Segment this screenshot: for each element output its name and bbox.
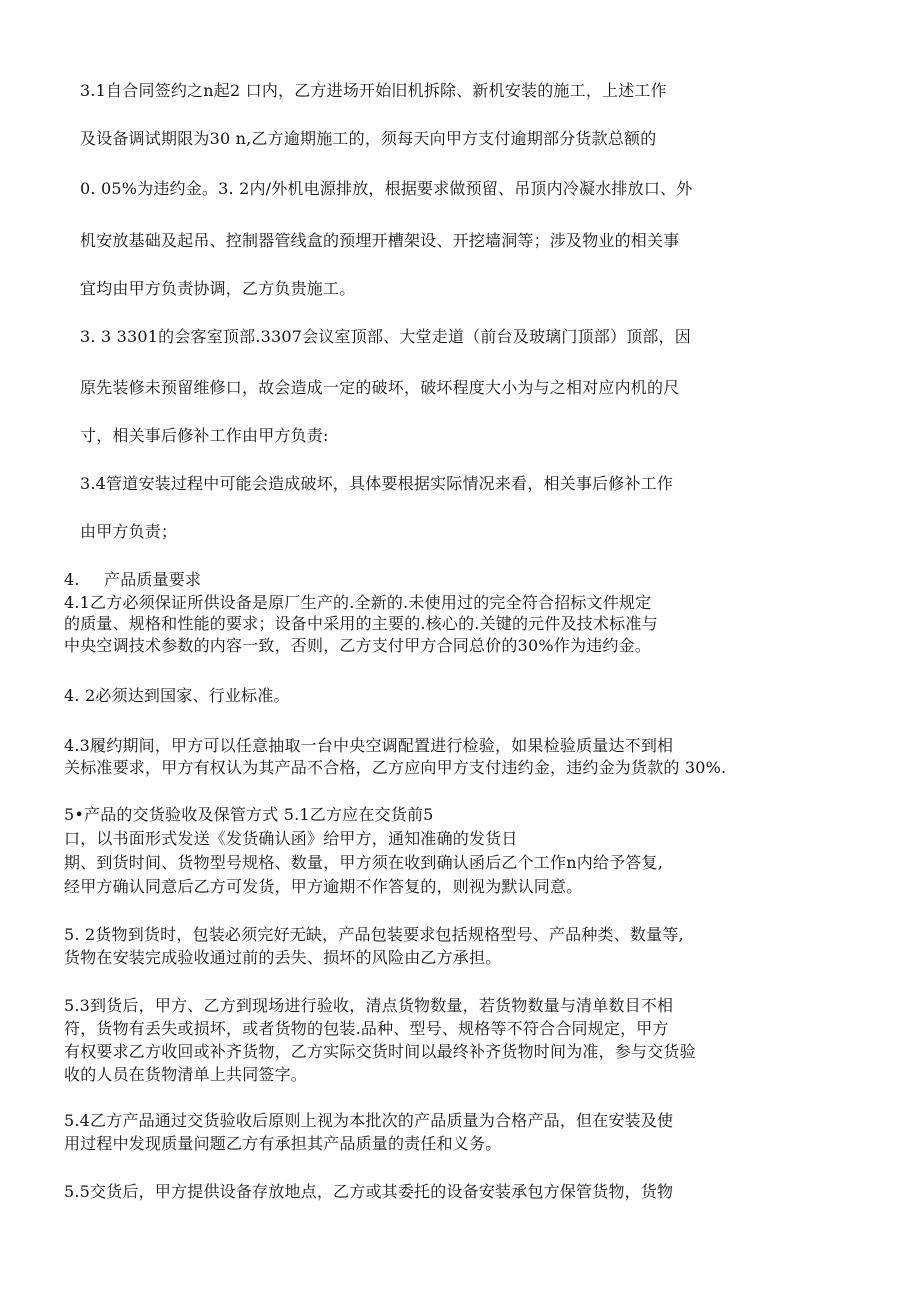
section3-line-2: 及设备调试期限为30 n,乙方逾期施工的，须每天向甲方支付逾期部分货款总额的 xyxy=(80,129,657,148)
paragraph-5-4-line-2: 用过程中发现质量问题乙方有承担其产品质量的责任和义务。 xyxy=(64,1134,502,1153)
section3-line-8: 寸，相关事后修补工作由甲方负责: xyxy=(80,426,329,445)
paragraph-5-1-line-3: 期、到货时间、货物型号规格、数量，甲方须在收到确认函后乙个工作n内给予答复, xyxy=(64,853,663,872)
section3-line-7: 原先装修未预留维修口，故会造成一定的破坏，破坏程度大小为与之相对应内机的尺 xyxy=(80,378,680,397)
section4-heading-number: 4. xyxy=(64,570,80,589)
paragraph-4-1-line-1: 4.1乙方必须保证所供设备是原厂生产的.全新的.未使用过的完全符合招标文件规定 xyxy=(64,593,652,612)
section3-line-5: 宜均由甲方负责协调，乙方负贵施工。 xyxy=(80,279,356,298)
paragraph-4-2: 4. 2必须达到国家、行业标准。 xyxy=(64,686,290,705)
paragraph-5-4-line-1: 5.4乙方产品通过交货验收后原则上视为本批次的产品质量为合格产品，但在安装及使 xyxy=(64,1111,674,1130)
paragraph-4-3-line-2: 关标准要求，甲方有权认为其产品不合格，乙方应向甲方支付违约金，违约金为货款的 30%. xyxy=(64,758,727,777)
paragraph-5-3-line-2: 符，货物有丢失或损坏，或者货物的包装.品种、型号、规格等不符合合同规定，甲方 xyxy=(64,1019,669,1038)
section3-line-4: 机安放基础及起吊、控制器管线盒的预埋开槽架设、开挖墙洞等；涉及物业的相关事 xyxy=(80,231,680,250)
section3-line-1: 3.1自合同签约之n起2 口内，乙方进场开始旧机拆除、新机安装的施工，上述工作 xyxy=(80,81,667,100)
section3-line-10: 由甲方负责； xyxy=(80,522,178,541)
section4-heading xyxy=(64,570,201,590)
paragraph-5-5: 5.5交货后，甲方提供设备存放地点，乙方或其委托的设备安装承包方保管货物，货物 xyxy=(64,1182,674,1201)
paragraph-5-3-line-4: 收的人员在货物清单上共同签字。 xyxy=(64,1065,308,1084)
paragraph-5-1-line-2: 口，以书面形式发送《发货确认函》给甲方，通知准确的发货日 xyxy=(64,829,518,848)
paragraph-4-1-line-2: 的质量、规格和性能的要求；设备中采用的主要的.核心的.关键的元件及技术标准与 xyxy=(64,614,658,633)
section3-line-3: 0. 05%为违约金。3. 2内/外机电源排放，根据要求做预留、吊顶内冷凝水排放口、外 xyxy=(80,179,693,198)
paragraph-4-3-line-1: 4.3履约期间，甲方可以任意抽取一台中央空调配置进行检验，如果检验质量达不到相 xyxy=(64,736,674,755)
paragraph-5-1-line-4: 经甲方确认同意后乙方可发货，甲方逾期不作答复的，则视为默认同意。 xyxy=(64,877,583,896)
paragraph-5-3-line-1: 5.3到货后，甲方、乙方到现场进行验收，清点货物数量，若货物数量与清单数目不相 xyxy=(64,996,674,1015)
section3-line-6: 3. 3 3301的会客室顶部.3307会议室顶部、大堂走道（前台及玻璃门顶部）顶部，因 xyxy=(80,327,691,346)
section4-heading-title: 产品质量要求 xyxy=(104,570,202,589)
paragraph-5-3-line-3: 有权要求乙方收回或补齐货物，乙方实际交货时间以最终补齐货物时间为准，参与交货验 xyxy=(64,1042,696,1061)
paragraph-5-2-line-1: 5. 2货物到货时，包装必须完好无缺，产品包装要求包括规格型号、产品种类、数量等, xyxy=(64,925,684,944)
section3-line-9: 3.4管道安装过程中可能会造成破坏，具体要根据实际情况来看，相关事后修补工作 xyxy=(80,474,674,493)
paragraph-5-1-line-1: 5•产品的交货验收及保管方式 5.1乙方应在交货前5 xyxy=(64,805,434,824)
paragraph-4-1-line-3: 中央空调技术参数的内容一致，否则，乙方支付甲方合同总价的30%作为违约金。 xyxy=(64,636,651,655)
paragraph-5-2-line-2: 货物在安装完成验收通过前的丢失、损坏的风险由乙方承担。 xyxy=(64,948,502,967)
